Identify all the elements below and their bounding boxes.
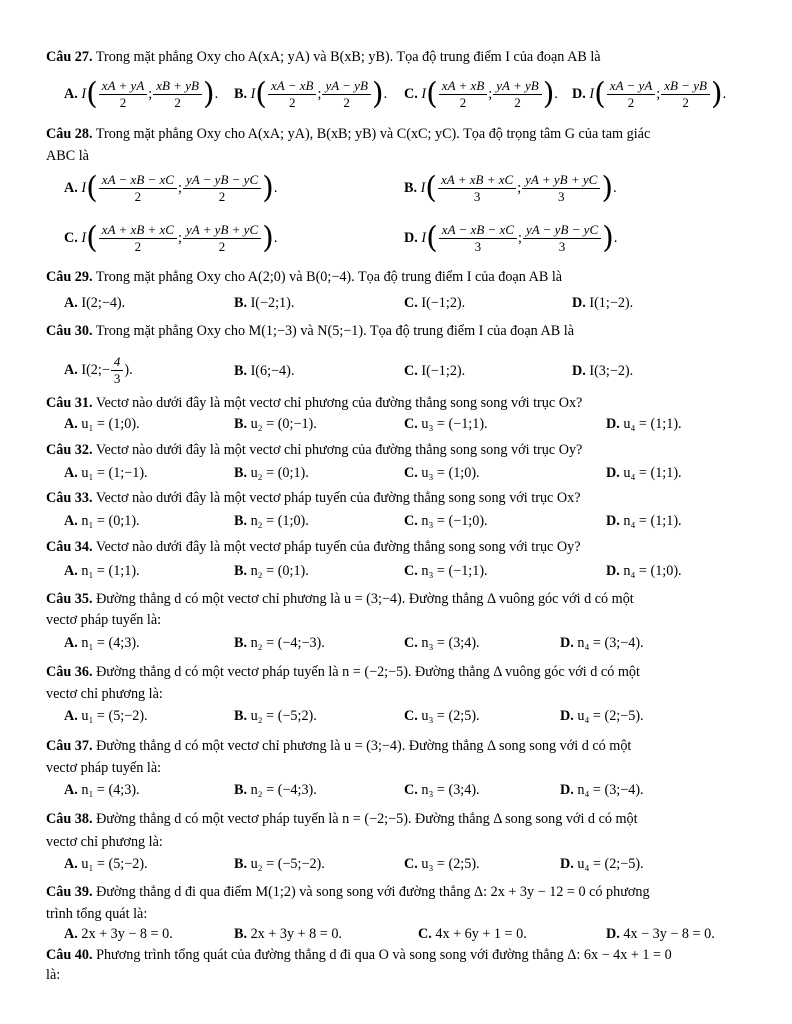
q36-option-b[interactable] bbox=[234, 707, 317, 725]
option-text: n₂ = (−4;−3). bbox=[250, 635, 325, 651]
option-text: n₃ = (3;4). bbox=[421, 635, 480, 651]
frac-denominator: 2 bbox=[459, 95, 467, 110]
question-text: vectơ chỉ phương là: bbox=[46, 686, 163, 702]
question-label: Câu 36. bbox=[46, 664, 93, 680]
option-letter: B. bbox=[234, 782, 248, 798]
q28-option-d[interactable]: D. I( $\frac{xA - xB - xC}{3}$ ; $\frac{yA - yB - yC}{3}$ ). bbox=[404, 220, 618, 256]
option-text: n₃ = (−1;1). bbox=[421, 563, 488, 579]
q32-option-c[interactable] bbox=[404, 464, 480, 482]
frac-numerator: yA − yB bbox=[322, 78, 370, 95]
q27-option-b[interactable]: B. I( $\frac{xA - xB}{2}$ ; $\frac{yA - yB}{2}$ ). bbox=[234, 76, 388, 112]
question-38-line2 bbox=[46, 833, 756, 851]
option-letter: D. bbox=[606, 513, 620, 529]
question-label: Câu 38. bbox=[46, 811, 93, 827]
option-text: n₄ = (1;0). bbox=[623, 563, 682, 579]
option-text: u₃ = (2;5). bbox=[421, 708, 480, 724]
q35-option-b[interactable] bbox=[234, 634, 325, 652]
option-letter: C. bbox=[404, 85, 418, 102]
question-text: Đường thẳng d có một vectơ pháp tuyến là n = (−2;−5). Đường thẳng Δ vuông góc với d có một bbox=[96, 664, 640, 680]
option-text: n₁ = (4;3). bbox=[81, 782, 140, 798]
frac-denominator: 2 bbox=[174, 95, 181, 110]
q30-option-a[interactable] bbox=[64, 354, 133, 387]
frac-numerator: xB − yB bbox=[661, 78, 710, 95]
q33-option-a[interactable] bbox=[64, 512, 140, 530]
question-33 bbox=[46, 489, 756, 507]
q30-option-c[interactable] bbox=[404, 362, 465, 380]
option-letter: A. bbox=[64, 635, 78, 651]
q37-option-a[interactable] bbox=[64, 781, 140, 799]
frac-denominator: 3 bbox=[558, 239, 566, 254]
option-letter: C. bbox=[404, 635, 418, 651]
frac-numerator: 4 bbox=[111, 354, 124, 371]
option-letter: D. bbox=[560, 708, 574, 724]
q28-option-a[interactable]: A. I( $\frac{xA - xB - xC}{2}$ ; $\frac{yA - yB - yC}{2}$ ). bbox=[64, 170, 278, 206]
q36-option-a[interactable] bbox=[64, 707, 148, 725]
question-text: Trong mặt phẳng Oxy cho A(2;0) và B(0;−4). Tọa độ trung điểm I của đoạn AB là bbox=[95, 269, 563, 285]
q39-option-c[interactable] bbox=[418, 925, 527, 943]
option-letter: B. bbox=[234, 513, 248, 529]
frac-denominator: 3 bbox=[113, 371, 121, 386]
option-text: I(2;− bbox=[81, 361, 110, 378]
q37-option-d[interactable] bbox=[560, 781, 644, 799]
frac-denominator: 3 bbox=[558, 189, 565, 204]
question-text: Đường thẳng d có một vectơ chỉ phương là u = (3;−4). Đường thẳng Δ vuông góc với d có một bbox=[96, 591, 634, 607]
option-text: u₁ = (5;−2). bbox=[81, 856, 148, 872]
q32-option-b[interactable] bbox=[234, 464, 309, 482]
question-label: Câu 35. bbox=[46, 591, 93, 607]
option-letter: D. bbox=[606, 926, 620, 942]
frac-numerator: yA + yB + yC bbox=[183, 222, 261, 239]
q29-option-b[interactable] bbox=[234, 294, 294, 312]
frac-denominator: 2 bbox=[682, 95, 689, 110]
q28-option-b[interactable]: B. I( $\frac{xA + xB + xC}{3}$ ; $\frac{yA + yB + yC}{3}$ ). bbox=[404, 170, 617, 206]
option-letter: A. bbox=[64, 295, 78, 311]
question-label: Câu 31. bbox=[46, 395, 93, 411]
option-text: ). bbox=[124, 361, 133, 378]
option-text: n₄ = (1;1). bbox=[623, 513, 682, 529]
question-label: Câu 39. bbox=[46, 884, 93, 900]
option-letter: D. bbox=[572, 363, 586, 379]
option-text: n₄ = (3;−4). bbox=[577, 635, 644, 651]
option-text: n₂ = (1;0). bbox=[250, 513, 309, 529]
q36-option-c[interactable] bbox=[404, 707, 480, 725]
question-text: Vectơ nào dưới đây là một vectơ pháp tuyến của đường thẳng song song với trục Ox? bbox=[95, 490, 581, 506]
option-letter: C. bbox=[418, 926, 432, 942]
frac-denominator: 2 bbox=[218, 239, 226, 254]
q36-option-d[interactable] bbox=[560, 707, 644, 725]
frac-numerator: yA + yB + yC bbox=[522, 172, 600, 189]
frac-numerator: xA + yA bbox=[99, 78, 147, 95]
question-37 bbox=[46, 737, 756, 755]
option-letter: C. bbox=[404, 295, 418, 311]
option-letter: C. bbox=[404, 856, 418, 872]
option-letter: B. bbox=[234, 563, 248, 579]
option-text: I(−2;1). bbox=[250, 295, 295, 311]
option-letter: A. bbox=[64, 563, 78, 579]
q34-option-c[interactable] bbox=[404, 562, 488, 580]
question-text: Trong mặt phẳng Oxy cho A(xA; yA), B(xB; yB) và C(xC; yC). Tọa độ trọng tâm G của tam giác bbox=[95, 126, 651, 142]
q34-option-d[interactable] bbox=[606, 562, 682, 580]
question-text: Đường thẳng d đi qua điểm M(1;2) và song song với đường thẳng Δ: 2x + 3y − 12 = 0 có phương bbox=[96, 884, 650, 900]
frac-numerator: xA − xB − xC bbox=[439, 222, 517, 239]
frac-denominator: 2 bbox=[218, 189, 226, 204]
option-text: u₁ = (1;0). bbox=[81, 416, 140, 432]
question-36 bbox=[46, 663, 756, 681]
question-35 bbox=[46, 590, 756, 608]
q31-option-b[interactable] bbox=[234, 415, 317, 433]
q35-option-a[interactable] bbox=[64, 634, 140, 652]
q32-option-d[interactable] bbox=[606, 464, 682, 482]
frac-numerator: xB + yB bbox=[153, 78, 202, 95]
q38-option-a[interactable] bbox=[64, 855, 148, 873]
question-38 bbox=[46, 810, 756, 828]
question-29 bbox=[46, 268, 756, 286]
question-37-line2 bbox=[46, 759, 756, 777]
question-32 bbox=[46, 441, 756, 459]
question-text: Vectơ nào dưới đây là một vectơ chỉ phương của đường thẳng song song với trục Ox? bbox=[95, 395, 583, 411]
frac-numerator: yA − yB − yC bbox=[183, 172, 261, 189]
option-text: u₄ = (2;−5). bbox=[577, 708, 644, 724]
option-letter: C. bbox=[404, 416, 418, 432]
option-letter: A. bbox=[64, 361, 78, 378]
option-text: u₄ = (2;−5). bbox=[577, 856, 644, 872]
option-letter: B. bbox=[234, 926, 248, 942]
option-text: n₃ = (−1;0). bbox=[421, 513, 488, 529]
question-text: là: bbox=[46, 967, 61, 983]
q33-option-d[interactable] bbox=[606, 512, 682, 530]
question-40-line2 bbox=[46, 966, 756, 984]
option-letter: C. bbox=[64, 229, 78, 246]
option-letter: D. bbox=[572, 295, 586, 311]
option-letter: C. bbox=[404, 513, 418, 529]
q33-option-c[interactable] bbox=[404, 512, 488, 530]
frac-denominator: 2 bbox=[134, 189, 142, 204]
question-label: Câu 27. bbox=[46, 49, 93, 65]
option-letter: A. bbox=[64, 416, 78, 432]
q38-option-c[interactable] bbox=[404, 855, 480, 873]
q31-option-c[interactable] bbox=[404, 415, 488, 433]
question-text: Vectơ nào dưới đây là một vectơ chỉ phương của đường thẳng song song với trục Oy? bbox=[95, 442, 583, 458]
option-letter: C. bbox=[404, 708, 418, 724]
q29-option-a[interactable] bbox=[64, 294, 125, 312]
question-35-line2 bbox=[46, 611, 756, 629]
option-letter: A. bbox=[64, 926, 78, 942]
option-text: u₃ = (−1;1). bbox=[421, 416, 488, 432]
q30-option-d[interactable] bbox=[572, 362, 633, 380]
option-letter: D. bbox=[606, 563, 620, 579]
frac-denominator: 2 bbox=[289, 95, 296, 110]
option-text: n₃ = (3;4). bbox=[421, 782, 480, 798]
question-label: Câu 37. bbox=[46, 738, 93, 754]
option-letter: B. bbox=[234, 416, 248, 432]
question-text: Đường thẳng d có một vectơ chỉ phương là u = (3;−4). Đường thẳng Δ song song với d có một bbox=[96, 738, 632, 754]
option-letter: A. bbox=[64, 708, 78, 724]
q33-option-b[interactable] bbox=[234, 512, 309, 530]
question-text: Vectơ nào dưới đây là một vectơ pháp tuyến của đường thẳng song song với trục Oy? bbox=[95, 539, 581, 555]
option-text: n₁ = (1;1). bbox=[81, 563, 140, 579]
q34-option-b[interactable] bbox=[234, 562, 309, 580]
frac-numerator: yA + yB bbox=[493, 78, 541, 95]
frac-denominator: 2 bbox=[119, 95, 127, 110]
q37-option-c[interactable] bbox=[404, 781, 480, 799]
question-text: vectơ chỉ phương là: bbox=[46, 834, 163, 850]
question-label: Câu 33. bbox=[46, 490, 93, 506]
question-text: vectơ pháp tuyến là: bbox=[46, 612, 162, 628]
frac-denominator: 2 bbox=[343, 95, 350, 110]
q35-option-d[interactable] bbox=[560, 634, 644, 652]
question-label: Câu 32. bbox=[46, 442, 93, 458]
question-27 bbox=[46, 48, 756, 66]
option-text: 4x + 6y + 1 = 0. bbox=[435, 926, 527, 942]
option-letter: D. bbox=[560, 782, 574, 798]
option-text: u₁ = (5;−2). bbox=[81, 708, 148, 724]
q37-option-b[interactable] bbox=[234, 781, 317, 799]
q31-option-d[interactable] bbox=[606, 415, 682, 433]
option-letter: D. bbox=[560, 635, 574, 651]
option-letter: B. bbox=[234, 856, 248, 872]
option-letter: C. bbox=[404, 363, 418, 379]
option-text: n₂ = (−4;3). bbox=[250, 782, 317, 798]
frac-denominator: 2 bbox=[134, 239, 142, 254]
q38-option-d[interactable] bbox=[560, 855, 644, 873]
option-text: u₂ = (−5;−2). bbox=[250, 856, 325, 872]
q27-option-c[interactable]: C. I( $\frac{xA + xB}{2}$ ; $\frac{yA + yB}{2}$ ). bbox=[404, 76, 558, 112]
option-letter: A. bbox=[64, 465, 78, 481]
question-label: Câu 30. bbox=[46, 323, 93, 339]
question-39-line2 bbox=[46, 905, 756, 923]
question-text: ABC là bbox=[46, 148, 89, 164]
option-text: u₃ = (2;5). bbox=[421, 856, 480, 872]
q39-option-b[interactable] bbox=[234, 925, 342, 943]
q31-option-a[interactable] bbox=[64, 415, 140, 433]
option-letter: B. bbox=[404, 179, 418, 196]
q32-option-a[interactable] bbox=[64, 464, 148, 482]
frac-numerator: xA + xB + xC bbox=[99, 222, 177, 239]
question-30 bbox=[46, 322, 756, 340]
q27-option-a[interactable]: A. I( $\frac{xA + yA}{2}$ ; $\frac{xB + yB}{2}$ ). bbox=[64, 76, 219, 112]
option-text: I(−1;2). bbox=[421, 295, 466, 311]
question-40 bbox=[46, 946, 756, 964]
option-letter: B. bbox=[234, 295, 248, 311]
question-text: Trong mặt phẳng Oxy cho M(1;−3) và N(5;−1). Tọa độ trung điểm I của đoạn AB là bbox=[95, 323, 575, 339]
option-letter: B. bbox=[234, 465, 248, 481]
option-text: u₄ = (1;1). bbox=[623, 416, 682, 432]
frac-numerator: xA + xB + xC bbox=[438, 172, 516, 189]
option-letter: C. bbox=[404, 782, 418, 798]
option-text: n₂ = (0;1). bbox=[250, 563, 309, 579]
q29-option-d[interactable] bbox=[572, 294, 633, 312]
q39-option-d[interactable] bbox=[606, 925, 715, 943]
option-text: u₁ = (1;−1). bbox=[81, 465, 148, 481]
q27-option-d[interactable]: D. I( $\frac{xA - yA}{2}$ ; $\frac{xB - yB}{2}$ ). bbox=[572, 76, 727, 112]
option-letter: C. bbox=[404, 465, 418, 481]
option-letter: A. bbox=[64, 513, 78, 529]
option-letter: B. bbox=[234, 85, 248, 102]
option-letter: D. bbox=[404, 229, 418, 246]
option-letter: A. bbox=[64, 179, 78, 196]
option-text: I(1;−2). bbox=[589, 295, 634, 311]
q35-option-c[interactable] bbox=[404, 634, 480, 652]
option-text: 2x + 3y − 8 = 0. bbox=[81, 926, 173, 942]
question-label: Câu 34. bbox=[46, 539, 93, 555]
option-letter: D. bbox=[606, 416, 620, 432]
q34-option-a[interactable] bbox=[64, 562, 140, 580]
option-letter: B. bbox=[234, 363, 248, 379]
question-label: Câu 40. bbox=[46, 947, 93, 963]
option-text: u₂ = (0;1). bbox=[250, 465, 309, 481]
option-letter: B. bbox=[234, 635, 248, 651]
q28-option-c[interactable]: C. I( $\frac{xA + xB + xC}{2}$ ; $\frac{yA + yB + yC}{2}$ ). bbox=[64, 220, 278, 256]
option-text: 2x + 3y + 8 = 0. bbox=[250, 926, 342, 942]
q38-option-b[interactable] bbox=[234, 855, 325, 873]
option-letter: C. bbox=[404, 563, 418, 579]
option-text: u₃ = (1;0). bbox=[421, 465, 480, 481]
option-text: 4x − 3y − 8 = 0. bbox=[623, 926, 715, 942]
option-letter: A. bbox=[64, 85, 78, 102]
option-letter: A. bbox=[64, 782, 78, 798]
question-text: Phương trình tổng quát của đường thẳng d đi qua O và song song với đường thẳng Δ: 6x − 4x + 1 = 0 bbox=[96, 947, 672, 963]
frac-denominator: 3 bbox=[473, 189, 481, 204]
option-text: u₂ = (−5;2). bbox=[250, 708, 317, 724]
question-label: Câu 29. bbox=[46, 269, 93, 285]
option-letter: B. bbox=[234, 708, 248, 724]
q30-option-b[interactable] bbox=[234, 362, 294, 380]
option-text: u₄ = (1;1). bbox=[623, 465, 682, 481]
option-text: I(6;−4). bbox=[250, 363, 295, 379]
option-letter: D. bbox=[606, 465, 620, 481]
option-text: I(2;−4). bbox=[81, 295, 126, 311]
q39-option-a[interactable] bbox=[64, 925, 173, 943]
question-36-line2 bbox=[46, 685, 756, 703]
frac-denominator: 2 bbox=[627, 95, 635, 110]
frac-numerator: xA − yA bbox=[607, 78, 655, 95]
option-text: n₄ = (3;−4). bbox=[577, 782, 644, 798]
question-39 bbox=[46, 883, 756, 901]
option-text: u₂ = (0;−1). bbox=[250, 416, 317, 432]
option-text: I(−1;2). bbox=[421, 363, 466, 379]
question-text: vectơ pháp tuyến là: bbox=[46, 760, 162, 776]
option-text: n₁ = (4;3). bbox=[81, 635, 140, 651]
question-28 bbox=[46, 125, 756, 143]
frac-denominator: 2 bbox=[514, 95, 521, 110]
question-28-line2 bbox=[46, 147, 756, 165]
frac-numerator: xA − xB bbox=[268, 78, 316, 95]
frac-numerator: xA + xB bbox=[439, 78, 487, 95]
question-text: Trong mặt phẳng Oxy cho A(xA; yA) và B(xB; yB). Tọa độ trung điểm I của đoạn AB là bbox=[95, 49, 601, 65]
option-letter: D. bbox=[572, 85, 586, 102]
q29-option-c[interactable] bbox=[404, 294, 465, 312]
option-letter: D. bbox=[560, 856, 574, 872]
question-text: trình tổng quát là: bbox=[46, 906, 148, 922]
question-34 bbox=[46, 538, 756, 556]
frac-numerator: xA − xB − xC bbox=[99, 172, 177, 189]
option-text: n₁ = (0;1). bbox=[81, 513, 140, 529]
option-text: I(3;−2). bbox=[589, 363, 634, 379]
frac-numerator: yA − yB − yC bbox=[523, 222, 601, 239]
option-letter: A. bbox=[64, 856, 78, 872]
question-label: Câu 28. bbox=[46, 126, 93, 142]
question-text: Đường thẳng d có một vectơ pháp tuyến là n = (−2;−5). Đường thẳng Δ song song với d có một bbox=[96, 811, 638, 827]
frac-denominator: 3 bbox=[474, 239, 482, 254]
question-31 bbox=[46, 394, 756, 412]
